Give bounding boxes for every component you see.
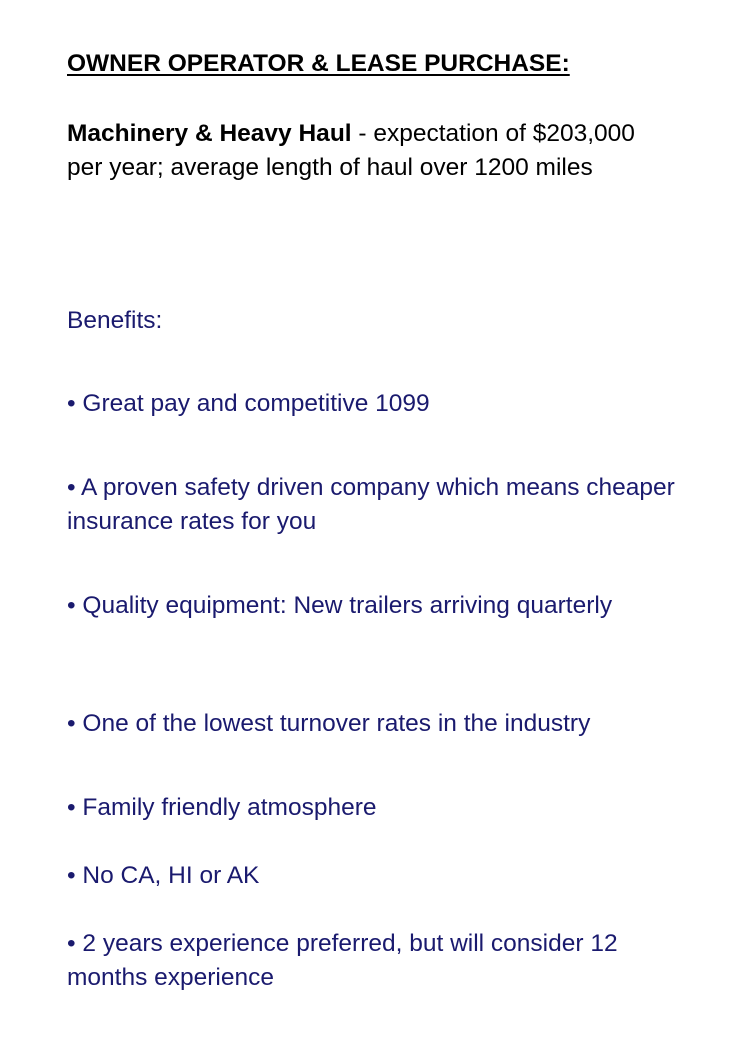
job-intro-details: - expectation of $203,000 per year; average length of haul over 1200 miles [67, 120, 635, 181]
page-heading: OWNER OPERATOR & LEASE PURCHASE: [67, 50, 570, 77]
benefit-item: • Quality equipment: New trailers arriving quarterly [67, 592, 613, 619]
job-intro-paragraph [67, 117, 677, 185]
benefit-item: • Great pay and competitive 1099 [67, 390, 430, 417]
job-type-label: Machinery & Heavy Haul [67, 120, 352, 147]
benefit-item: • Family friendly atmosphere [67, 794, 377, 821]
benefits-label: Benefits: [67, 307, 163, 334]
benefit-item: • A proven safety driven company which means cheaper insurance rates for you [67, 474, 675, 535]
benefit-item: • No CA, HI or AK [67, 862, 260, 889]
benefit-item: • One of the lowest turnover rates in the industry [67, 710, 591, 737]
benefit-item: • 2 years experience preferred, but will consider 12 months experience [67, 930, 618, 991]
